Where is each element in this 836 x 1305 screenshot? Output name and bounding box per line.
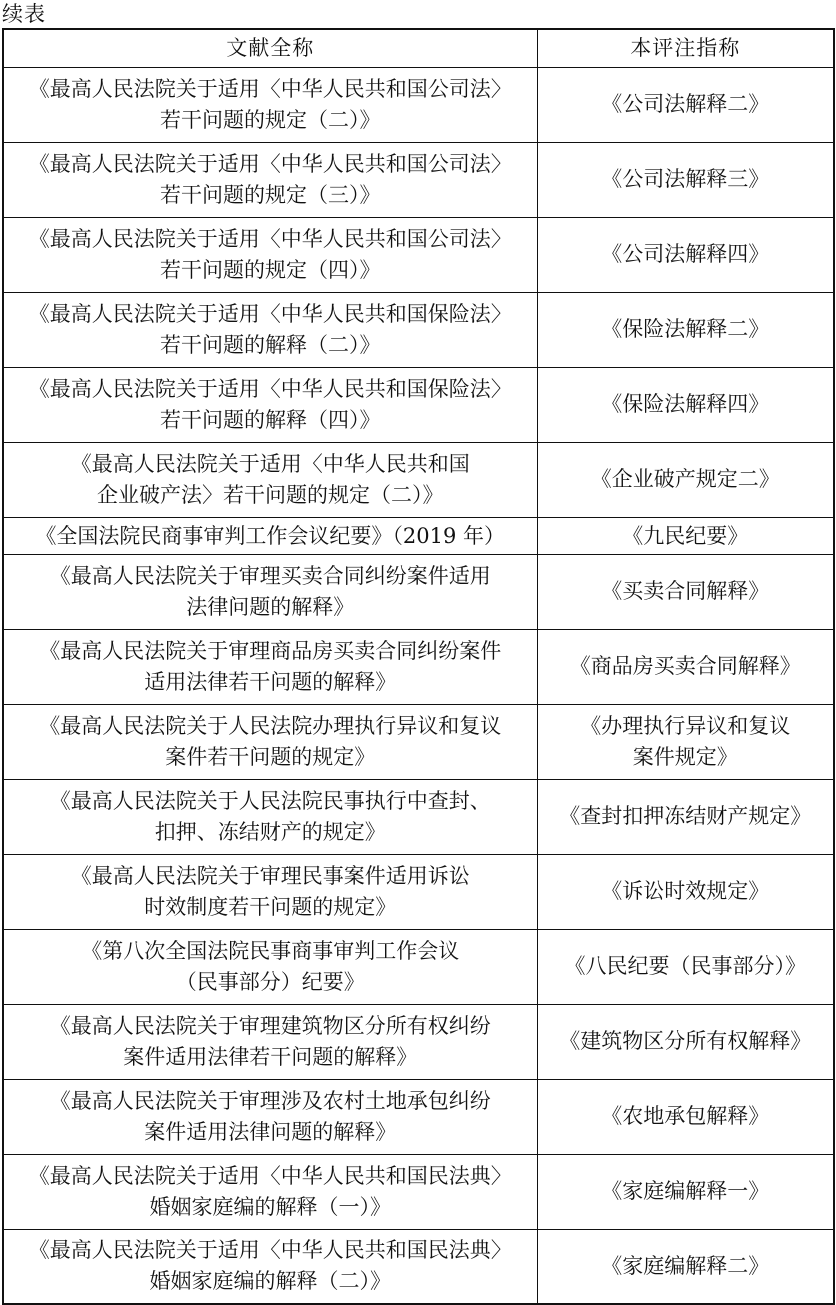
short-title-cell-line: 《商品房买卖合同解释》: [569, 654, 801, 678]
full-title-cell-line: 婚姻家庭编的解释（一）》: [149, 1194, 391, 1219]
full-title-cell-line: 时效制度若干问题的规定》: [144, 894, 397, 919]
full-title-cell: [3, 517, 537, 554]
short-title-cell: [537, 367, 834, 442]
full-title-cell-line: 《最高人民法院关于人民法院办理执行异议和复议: [39, 713, 502, 738]
short-title-cell: [537, 517, 834, 554]
short-title-cell-line: 《公司法解释四》: [601, 242, 770, 266]
short-title-cell: [537, 1229, 834, 1304]
table-body: [3, 67, 834, 1304]
short-title-cell: [537, 217, 834, 292]
full-title-cell-line: 企业破产法〉若干问题的规定（二）》: [97, 482, 444, 507]
short-title-cell: [537, 142, 834, 217]
full-title-cell-line: 若干问题的解释（四）》: [160, 407, 381, 432]
table-row: [3, 629, 834, 704]
full-title-cell-line: 若干问题的规定（四）》: [160, 257, 381, 282]
full-title-cell-line: 《最高人民法院关于审理建筑物区分所有权纠纷: [49, 1013, 491, 1038]
short-title-cell-line: 《建筑物区分所有权解释》: [559, 1029, 812, 1053]
full-title-cell-line: 婚姻家庭编的解释（二）》: [149, 1269, 391, 1294]
table-row: [3, 292, 834, 367]
full-title-cell-line: 《最高人民法院关于审理买卖合同纠纷案件适用: [49, 563, 491, 588]
full-title-cell: [3, 1079, 537, 1154]
header-short-title: 本评注指称: [537, 29, 834, 67]
table-caption: 续表: [2, 2, 46, 26]
table-row: [3, 142, 834, 217]
table-row: [3, 929, 834, 1004]
full-title-cell: [3, 779, 537, 854]
full-title-cell: [3, 1004, 537, 1079]
full-title-cell-line: 《最高人民法院关于适用〈中华人民共和国保险法〉: [28, 301, 512, 326]
full-title-cell-line: 若干问题的规定（三）》: [160, 182, 381, 207]
short-title-cell-line: 《诉讼时效规定》: [601, 879, 770, 903]
short-title-cell-line: 《保险法解释二》: [601, 317, 770, 341]
full-title-cell: [3, 142, 537, 217]
table-row: [3, 67, 834, 142]
citation-abbreviation-table: [2, 28, 835, 1305]
short-title-cell-line: 《企业破产规定二》: [590, 467, 780, 491]
full-title-cell-line: 《最高人民法院关于适用〈中华人民共和国公司法〉: [28, 151, 512, 176]
table-row: [3, 367, 834, 442]
short-title-cell-line: 《公司法解释三》: [601, 167, 770, 191]
full-title-cell: [3, 554, 537, 629]
table-row: [3, 1229, 834, 1304]
short-title-cell-line: 《公司法解释二》: [601, 92, 770, 116]
short-title-cell: [537, 1154, 834, 1229]
short-title-cell-line: 《家庭编解释一》: [601, 1179, 770, 1203]
short-title-cell-line: 《九民纪要》: [622, 523, 749, 548]
full-title-cell: [3, 1229, 537, 1304]
short-title-cell-line: 《家庭编解释二》: [601, 1253, 770, 1278]
full-title-cell-line: 适用法律若干问题的解释》: [144, 669, 397, 694]
table-row: [3, 554, 834, 629]
short-title-cell-line: 《农地承包解释》: [601, 1104, 770, 1128]
table-row: [3, 517, 834, 554]
short-title-cell-line: 《八民纪要（民事部分）》: [564, 954, 806, 978]
full-title-cell: [3, 217, 537, 292]
full-title-cell: [3, 367, 537, 442]
table-row: [3, 854, 834, 929]
short-title-cell-line: 案件规定》: [632, 744, 738, 769]
full-title-cell-line: 案件适用法律问题的解释》: [144, 1119, 397, 1144]
full-title-cell-line: 若干问题的解释（二）》: [160, 332, 381, 357]
full-title-cell: [3, 704, 537, 779]
full-title-cell: [3, 929, 537, 1004]
table-row: [3, 1079, 834, 1154]
full-title-cell-line: 《第八次全国法院民事商事审判工作会议: [81, 938, 460, 963]
full-title-cell: [3, 629, 537, 704]
full-title-cell-line: 案件适用法律若干问题的解释》: [123, 1044, 418, 1069]
table-row: [3, 1004, 834, 1079]
full-title-cell: [3, 442, 537, 517]
full-title-cell-line: 法律问题的解释》: [186, 594, 355, 619]
short-title-cell: [537, 554, 834, 629]
full-title-cell: [3, 67, 537, 142]
short-title-cell: [537, 704, 834, 779]
full-title-cell: [3, 854, 537, 929]
table-header-row: [3, 29, 834, 67]
full-title-cell-line: 《最高人民法院关于人民法院民事执行中查封、: [49, 788, 491, 813]
full-title-cell-line: 《最高人民法院关于审理商品房买卖合同纠纷案件: [39, 638, 502, 663]
table-row: [3, 1154, 834, 1229]
full-title-cell-line: （民事部分）纪要》: [175, 969, 365, 994]
full-title-cell: [3, 1154, 537, 1229]
short-title-cell: [537, 854, 834, 929]
full-title-cell-line: 《最高人民法院关于适用〈中华人民共和国公司法〉: [28, 226, 512, 251]
table-row: [3, 704, 834, 779]
short-title-cell: [537, 629, 834, 704]
short-title-cell: [537, 929, 834, 1004]
table-row: [3, 442, 834, 517]
table-row: [3, 217, 834, 292]
full-title-cell-line: 扣押、冻结财产的规定》: [154, 819, 386, 844]
short-title-cell-line: 《保险法解释四》: [601, 392, 770, 416]
short-title-cell-line: 《查封扣押冻结财产规定》: [559, 804, 812, 828]
short-title-cell: [537, 292, 834, 367]
short-title-cell: [537, 779, 834, 854]
full-title-cell-line: 《最高人民法院关于适用〈中华人民共和国民法典〉: [28, 1163, 512, 1188]
short-title-cell: [537, 1079, 834, 1154]
full-title-cell-line: 《最高人民法院关于审理涉及农村土地承包纠纷: [49, 1088, 491, 1113]
full-title-cell-line: 若干问题的规定（二）》: [160, 107, 381, 132]
short-title-cell-line: 《办理执行异议和复议: [580, 713, 791, 738]
short-title-cell: [537, 442, 834, 517]
short-title-cell: [537, 67, 834, 142]
full-title-cell-line: 《最高人民法院关于适用〈中华人民共和国: [70, 451, 470, 476]
short-title-cell: [537, 1004, 834, 1079]
full-title-cell: [3, 292, 537, 367]
full-title-cell-line: 《全国法院民商事审判工作会议纪要》（2019 年）: [35, 523, 506, 548]
full-title-cell-line: 《最高人民法院关于审理民事案件适用诉讼: [70, 863, 470, 888]
full-title-cell-line: 《最高人民法院关于适用〈中华人民共和国民法典〉: [28, 1238, 512, 1263]
full-title-cell-line: 《最高人民法院关于适用〈中华人民共和国保险法〉: [28, 376, 512, 401]
short-title-cell-line: 《买卖合同解释》: [601, 579, 770, 603]
full-title-cell-line: 《最高人民法院关于适用〈中华人民共和国公司法〉: [28, 76, 512, 101]
header-full-title: 文献全称: [3, 29, 537, 67]
table-row: [3, 779, 834, 854]
full-title-cell-line: 案件若干问题的规定》: [165, 744, 376, 769]
